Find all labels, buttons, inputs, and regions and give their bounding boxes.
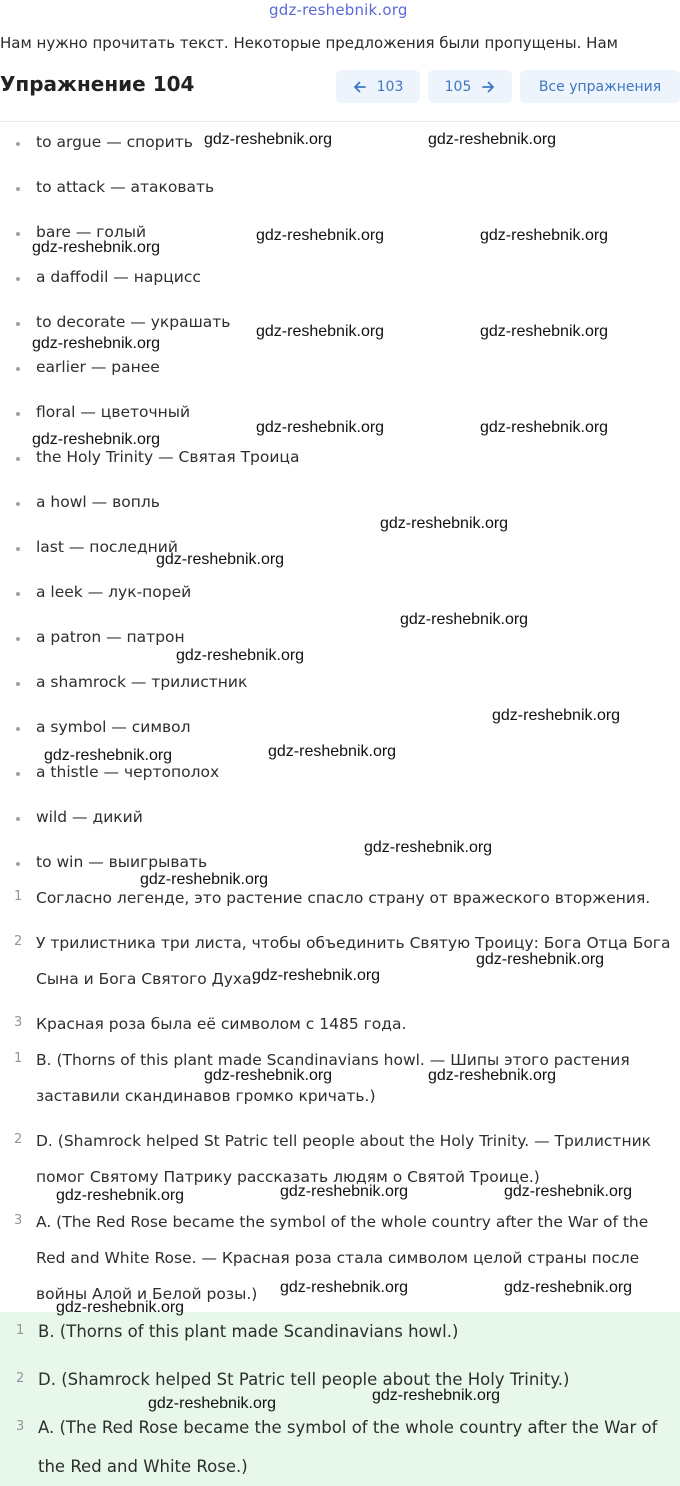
- vocab-text: to decorate — украшать: [36, 313, 231, 331]
- translation-text: Красная роза была её символом с 1485 года.: [36, 1015, 407, 1033]
- explanation-text: D. (Shamrock helped St Patric tell people about the Holy Trinity. — Трилистник помог Святому Патрику рассказать людям о Святой Троице.): [36, 1132, 652, 1186]
- bullet-icon: [16, 592, 20, 596]
- explanation-text: B. (Thorns of this plant made Scandinavians howl. — Шипы этого растения заставили скандинавов громко кричать.): [36, 1051, 630, 1105]
- watermark: gdz-reshebnik.org: [280, 1279, 409, 1296]
- watermark: gdz-reshebnik.org: [204, 131, 333, 148]
- vocab-text: last — последний: [36, 538, 178, 556]
- vocab-text: to argue — спорить: [36, 133, 193, 151]
- watermark: gdz-reshebnik.org: [252, 967, 381, 984]
- watermark: gdz-reshebnik.org: [476, 951, 605, 968]
- watermark: gdz-reshebnik.org: [504, 1279, 633, 1296]
- bullet-icon: [16, 277, 20, 281]
- vocab-text: a howl — вопль: [36, 493, 160, 511]
- item-number: 1: [16, 1323, 25, 1338]
- watermark: gdz-reshebnik.org: [480, 419, 609, 436]
- watermark: gdz-reshebnik.org: [32, 335, 161, 352]
- watermark: gdz-reshebnik.org: [480, 323, 609, 340]
- watermark: gdz-reshebnik.org: [428, 1067, 557, 1084]
- bullet-icon: [16, 457, 20, 461]
- item-number: 3: [14, 1015, 23, 1030]
- watermark: gdz-reshebnik.org: [256, 419, 385, 436]
- vocab-text: earlier — ранее: [36, 358, 160, 376]
- vocab-text: a symbol — символ: [36, 718, 191, 736]
- watermark: gdz-reshebnik.org: [380, 515, 509, 532]
- bullet-icon: [16, 502, 20, 506]
- watermark: gdz-reshebnik.org: [44, 747, 173, 764]
- watermark: gdz-reshebnik.org: [140, 871, 269, 888]
- intro-text: Нам нужно прочитать текст. Некоторые предложения были пропущены. Нам: [0, 34, 618, 52]
- site-watermark-header: gdz-reshebnik.org: [269, 1, 408, 19]
- vocab-text: a patron — патрон: [36, 628, 185, 646]
- bullet-icon: [16, 547, 20, 551]
- bullet-icon: [16, 232, 20, 236]
- explanation-text: A. (The Red Rose became the symbol of the whole country after the War of the Red and White Rose. — Красная роза стала символом целой страны после войны Алой и Белой розы.): [36, 1213, 649, 1303]
- item-number: 3: [14, 1213, 23, 1228]
- translation-text: Согласно легенде, это растение спасло страну от вражеского вторжения.: [36, 889, 651, 907]
- next-exercise-label: 105: [444, 78, 472, 95]
- next-exercise-button[interactable]: [428, 70, 512, 103]
- bullet-icon: [16, 187, 20, 191]
- page-title: Упражнение 104: [0, 72, 195, 96]
- bullet-icon: [16, 862, 20, 866]
- answer-text: B. (Thorns of this plant made Scandinavians howl.): [38, 1322, 459, 1341]
- watermark: gdz-reshebnik.org: [492, 707, 621, 724]
- bullet-icon: [16, 682, 20, 686]
- arrow-left-icon: [353, 80, 367, 94]
- header-divider: [0, 121, 680, 122]
- all-exercises-label: Все упражнения: [538, 78, 662, 95]
- watermark: gdz-reshebnik.org: [256, 323, 385, 340]
- prev-exercise-label: 103: [376, 78, 404, 95]
- watermark: gdz-reshebnik.org: [32, 431, 161, 448]
- watermark: gdz-reshebnik.org: [156, 551, 285, 568]
- answer-text: D. (Shamrock helped St Patric tell people about the Holy Trinity.): [38, 1370, 570, 1389]
- prev-exercise-button[interactable]: [336, 70, 420, 103]
- arrow-right-icon: [481, 80, 495, 94]
- vocab-text: to win — выигрывать: [36, 853, 208, 871]
- vocab-text: a daffodil — нарцисс: [36, 268, 201, 286]
- watermark: gdz-reshebnik.org: [148, 1395, 277, 1412]
- vocab-text: bare — голый: [36, 223, 147, 241]
- watermark: gdz-reshebnik.org: [364, 839, 493, 856]
- vocab-text: a shamrock — трилистник: [36, 673, 248, 691]
- bullet-icon: [16, 637, 20, 641]
- bullet-icon: [16, 412, 20, 416]
- bullet-icon: [16, 367, 20, 371]
- vocab-text: wild — дикий: [36, 808, 143, 826]
- item-number: 2: [16, 1371, 25, 1386]
- watermark: gdz-reshebnik.org: [428, 131, 557, 148]
- vocab-text: a thistle — чертополох: [36, 763, 220, 781]
- watermark: gdz-reshebnik.org: [268, 743, 397, 760]
- watermark: gdz-reshebnik.org: [372, 1387, 501, 1404]
- watermark: gdz-reshebnik.org: [504, 1183, 633, 1200]
- watermark: gdz-reshebnik.org: [56, 1299, 185, 1316]
- item-number: 1: [14, 1051, 23, 1066]
- answer-box: [0, 1312, 680, 1486]
- vocab-text: to attack — атаковать: [36, 178, 215, 196]
- item-number: 1: [14, 889, 23, 904]
- watermark: gdz-reshebnik.org: [176, 647, 305, 664]
- item-number: 3: [16, 1419, 25, 1434]
- watermark: gdz-reshebnik.org: [280, 1183, 409, 1200]
- watermark: gdz-reshebnik.org: [400, 611, 529, 628]
- item-number: 2: [14, 1132, 23, 1147]
- watermark: gdz-reshebnik.org: [204, 1067, 333, 1084]
- vocab-text: floral — цветочный: [36, 403, 191, 421]
- all-exercises-button[interactable]: [520, 70, 680, 103]
- bullet-icon: [16, 142, 20, 146]
- vocab-text: the Holy Trinity — Святая Троица: [36, 448, 300, 466]
- bullet-icon: [16, 322, 20, 326]
- translation-text: У трилистника три листа, чтобы объединить Святую Троицу: Бога Отца Бога Сына и Бога Святого Духа.: [36, 934, 671, 988]
- watermark: gdz-reshebnik.org: [480, 227, 609, 244]
- vocab-text: a leek — лук-порей: [36, 583, 192, 601]
- answer-text: A. (The Red Rose became the symbol of the whole country after the War of the Red and White Rose.): [38, 1418, 658, 1476]
- bullet-icon: [16, 772, 20, 776]
- item-number: 2: [14, 934, 23, 949]
- watermark: gdz-reshebnik.org: [56, 1187, 185, 1204]
- watermark: gdz-reshebnik.org: [32, 239, 161, 256]
- bullet-icon: [16, 817, 20, 821]
- bullet-icon: [16, 727, 20, 731]
- watermark: gdz-reshebnik.org: [256, 227, 385, 244]
